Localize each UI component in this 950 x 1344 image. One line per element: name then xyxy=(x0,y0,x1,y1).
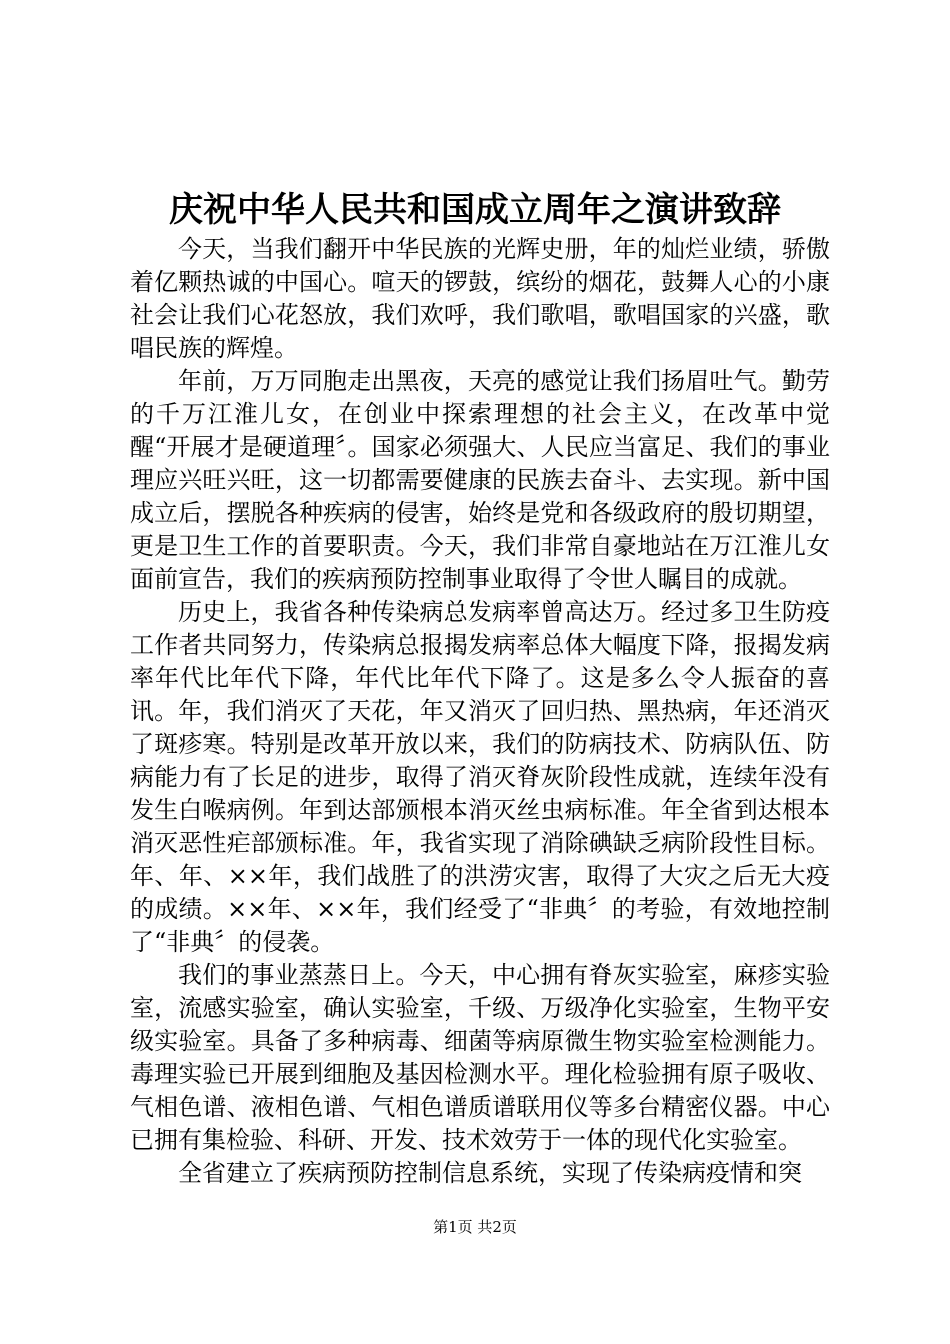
document-body xyxy=(130,233,830,1190)
paragraph-1: 今天，当我们翻开中华民族的光辉史册，年的灿烂业绩，骄傲着亿颗热诚的中国心。喧天的锣鼓，缤纷的烟花，鼓舞人心的小康社会让我们心花怒放，我们欢呼，我们歌唱，歌唱国家的兴盛，歌唱民族的辉煌。 xyxy=(130,235,830,362)
page-footer: 第1页 共2页 xyxy=(433,1218,517,1236)
paragraph-2: 年前，万万同胞走出黑夜，天亮的感觉让我们扬眉吐气。勤劳的千万江淮儿女，在创业中探索理想的社会主义，在改革中觉醒“开展才是硬道理〞。国家必须强大、人民应当富足、我们的事业理应兴旺兴旺，这一切都需要健康的民族去奋斗、去实现。新中国成立后，摆脱各种疾病的侵害，始终是党和各级政府的殷切期望，更是卫生工作的首要职责。今天，我们非常自豪地站在万江淮儿女面前宣告，我们的疾病预防控制事业取得了令世人瞩目的成就。 xyxy=(130,367,830,593)
document-title: 庆祝中华人民共和国成立周年之演讲致辞 xyxy=(169,190,781,230)
paragraph-5: 全省建立了疾病预防控制信息系统，实现了传染病疫情和突 xyxy=(178,1159,802,1187)
paragraph-4: 我们的事业蒸蒸日上。今天，中心拥有脊灰实验室，麻疹实验室，流感实验室，确认实验室，千级、万级净化实验室，生物平安级实验室。具备了多种病毒、细菌等病原微生物实验室检测能力。毒理实验已开展到细胞及基因检测水平。理化检验拥有原子吸收、气相色谱、液相色谱、气相色谱质谱联用仪等多台精密仪器。中心已拥有集检验、科研、开发、技术效劳于一体的现代化实验室。 xyxy=(130,961,830,1154)
paragraph-3: 历史上，我省各种传染病总发病率曾高达万。经过多卫生防疫工作者共同努力，传染病总报揭发病率总体大幅度下降，报揭发病率年代比年代下降，年代比年代下降了。这是多么令人振奋的喜讯。年，我们消灭了天花，年又消灭了回归热、黑热病，年还消灭了斑疹寒。特别是改革开放以来，我们的防病技术、防病队伍、防病能力有了长足的进步，取得了消灭脊灰阶段性成就，连续年没有发生白喉病例。年到达部颁根本消灭丝虫病标准。年全省到达根本消灭恶性疟部颁标准。年，我省实现了消除碘缺乏病阶段性目标。年、年、××年，我们战胜了的洪涝灾害，取得了大灾之后无大疫的成绩。××年、××年，我们经受了“非典〞的考验，有效地控制了“非典〞的侵袭。 xyxy=(130,598,830,956)
